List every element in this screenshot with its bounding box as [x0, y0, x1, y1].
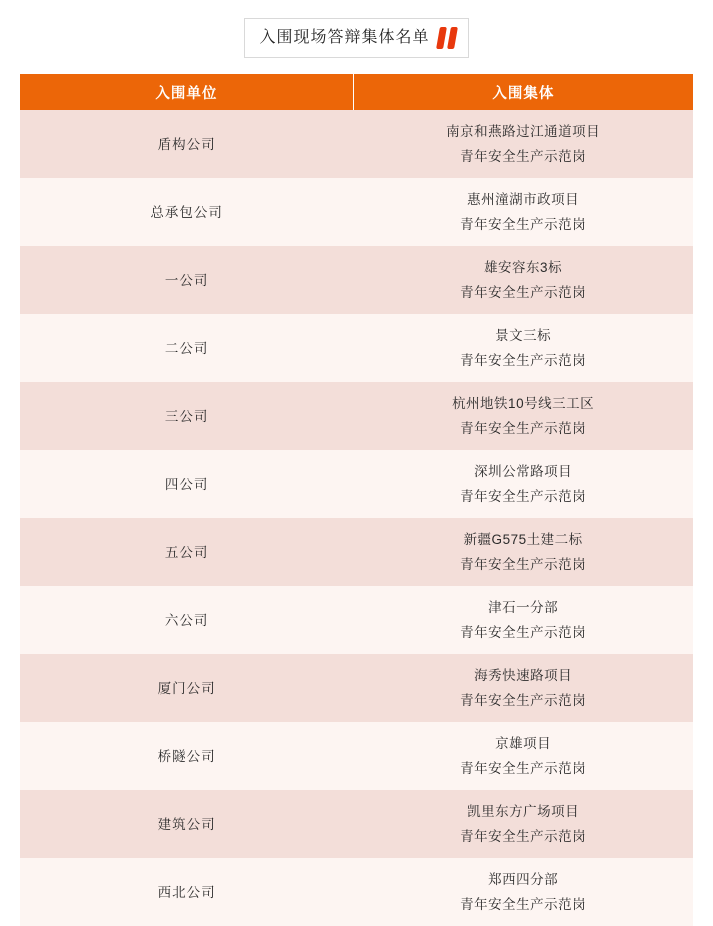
cell-team — [353, 382, 693, 450]
table-row — [20, 790, 693, 858]
cell-team — [353, 246, 693, 314]
table-row — [20, 178, 693, 246]
cell-team-line-1: 凯里东方广场项目 — [467, 804, 580, 819]
cell-unit: 五公司 — [20, 518, 353, 586]
table-header — [20, 74, 693, 110]
table-header-row — [20, 74, 693, 110]
cell-unit: 三公司 — [20, 382, 353, 450]
table-row — [20, 722, 693, 790]
cell-team-line-2: 青年安全生产示范岗 — [460, 557, 587, 572]
cell-team — [353, 110, 693, 178]
title-container — [0, 0, 713, 74]
cell-unit: 盾构公司 — [20, 110, 353, 178]
cell-team — [353, 450, 693, 518]
cell-team — [353, 586, 693, 654]
cell-team-line-2: 青年安全生产示范岗 — [460, 353, 587, 368]
cell-unit: 四公司 — [20, 450, 353, 518]
double-slash-mark-icon — [438, 27, 456, 49]
table-row — [20, 858, 693, 926]
cell-unit: 总承包公司 — [20, 178, 353, 246]
cell-team — [353, 178, 693, 246]
cell-unit: 厦门公司 — [20, 654, 353, 722]
table-row — [20, 586, 693, 654]
table-row — [20, 382, 693, 450]
cell-team — [353, 518, 693, 586]
cell-unit: 西北公司 — [20, 858, 353, 926]
cell-team-line-1: 雄安容东3标 — [484, 260, 563, 275]
cell-unit: 一公司 — [20, 246, 353, 314]
cell-team-line-1: 津石一分部 — [488, 600, 559, 615]
cell-team-line-2: 青年安全生产示范岗 — [460, 285, 587, 300]
table-row — [20, 654, 693, 722]
cell-team — [353, 790, 693, 858]
cell-team-line-1: 景文三标 — [495, 328, 552, 343]
shortlist-table — [20, 74, 693, 926]
cell-team-line-2: 青年安全生产示范岗 — [460, 897, 587, 912]
cell-team-line-2: 青年安全生产示范岗 — [460, 149, 587, 164]
cell-team — [353, 858, 693, 926]
cell-team-line-1: 新疆G575土建二标 — [463, 532, 583, 547]
cell-team-line-2: 青年安全生产示范岗 — [460, 761, 587, 776]
table-row — [20, 450, 693, 518]
cell-team — [353, 654, 693, 722]
table-row — [20, 246, 693, 314]
title-box — [244, 18, 468, 58]
cell-unit: 桥隧公司 — [20, 722, 353, 790]
table-row — [20, 518, 693, 586]
column-header-unit: 入围单位 — [20, 74, 353, 110]
cell-unit: 建筑公司 — [20, 790, 353, 858]
cell-team-line-1: 杭州地铁10号线三工区 — [452, 396, 595, 411]
cell-unit: 二公司 — [20, 314, 353, 382]
cell-team-line-1: 郑西四分部 — [488, 872, 559, 887]
cell-team — [353, 314, 693, 382]
table-row — [20, 314, 693, 382]
table-body — [20, 110, 693, 926]
cell-team — [353, 722, 693, 790]
cell-team-line-2: 青年安全生产示范岗 — [460, 421, 587, 436]
cell-team-line-2: 青年安全生产示范岗 — [460, 625, 587, 640]
cell-team-line-1: 深圳公常路项目 — [474, 464, 573, 479]
cell-team-line-1: 海秀快速路项目 — [474, 668, 573, 683]
cell-team-line-2: 青年安全生产示范岗 — [460, 693, 587, 708]
cell-team-line-2: 青年安全生产示范岗 — [460, 489, 587, 504]
cell-team-line-2: 青年安全生产示范岗 — [460, 217, 587, 232]
table-row — [20, 110, 693, 178]
cell-team-line-1: 南京和燕路过江通道项目 — [446, 124, 601, 139]
cell-team-line-2: 青年安全生产示范岗 — [460, 829, 587, 844]
cell-unit: 六公司 — [20, 586, 353, 654]
page-title: 入围现场答辩集体名单 — [259, 29, 430, 46]
cell-team-line-1: 惠州潼湖市政项目 — [467, 192, 580, 207]
column-header-team: 入围集体 — [353, 74, 693, 110]
cell-team-line-1: 京雄项目 — [495, 736, 552, 751]
